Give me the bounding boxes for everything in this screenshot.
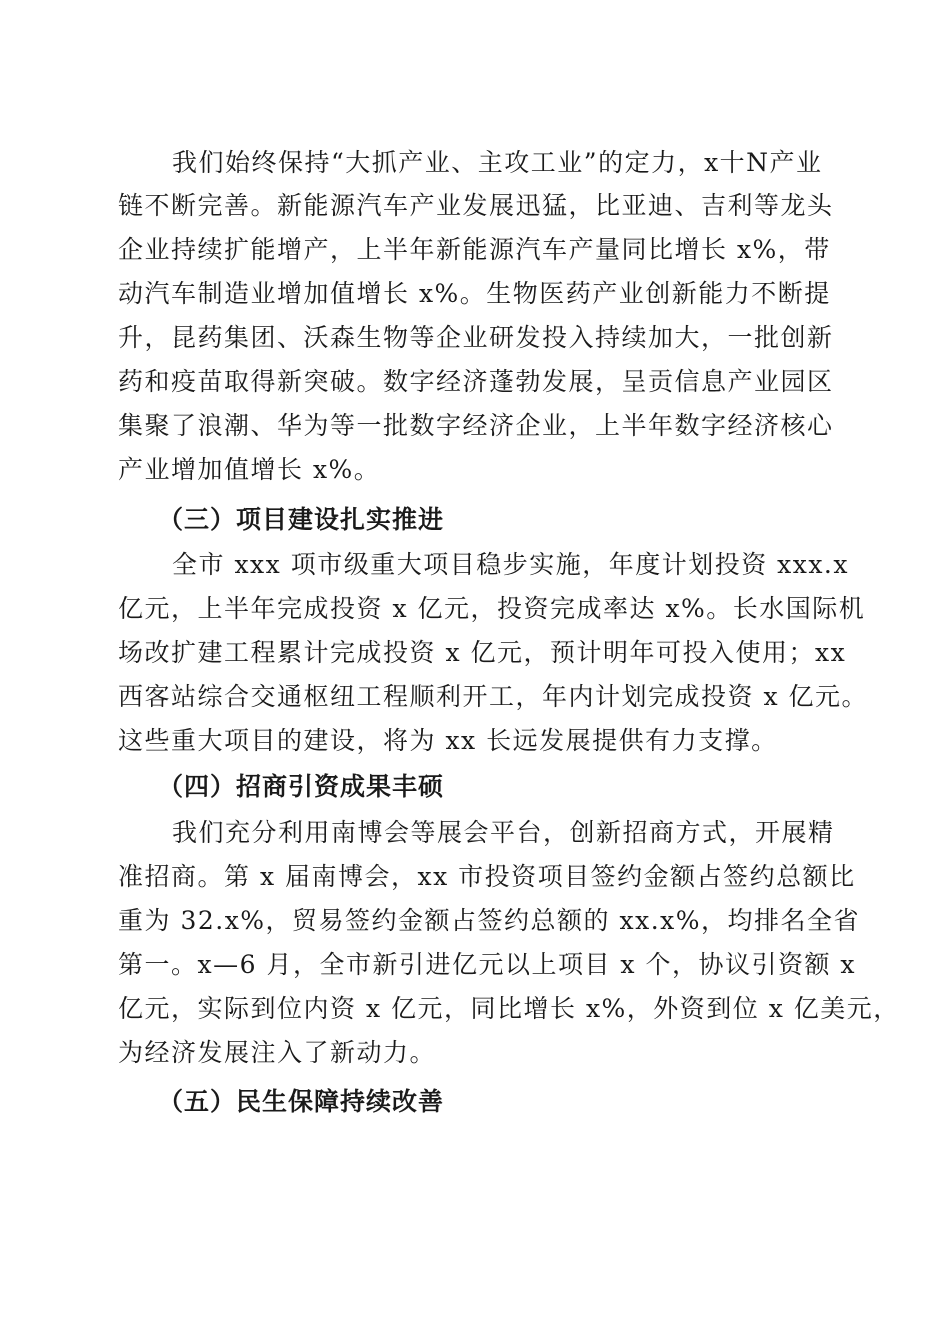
paragraph-2-line-5: 这些重大项目的建设，将为 xx 长远发展提供有力支撑。 xyxy=(118,726,778,755)
paragraph-1-line-8: 产业增加值增长 x%。 xyxy=(118,455,381,484)
paragraph-1-line-5: 升，昆药集团、沃森生物等企业研发投入持续加大，一批创新 xyxy=(118,323,834,352)
paragraph-1-line-2: 链不断完善。新能源汽车产业发展迅猛，比亚迪、吉利等龙头 xyxy=(118,191,834,220)
paragraph-3-line-6: 为经济发展注入了新动力。 xyxy=(118,1038,437,1067)
paragraph-1-line-4: 动汽车制造业增加值增长 x%。生物医药产业创新能力不断提 xyxy=(118,279,831,308)
paragraph-3-line-1: 我们充分利用南博会等展会平台，创新招商方式，开展精 xyxy=(172,818,835,847)
paragraph-1-line-7: 集聚了浪潮、华为等一批数字经济企业，上半年数字经济核心 xyxy=(118,411,834,440)
paragraph-2-line-3: 场改扩建工程累计完成投资 x 亿元，预计明年可投入使用；xx xyxy=(118,638,847,667)
paragraph-3-line-3: 重为 32.x%，贸易签约金额占签约总额的 xx.x%，均排名全省 xyxy=(118,906,861,935)
section-heading-5: （五）民生保障持续改善 xyxy=(158,1087,445,1116)
paragraph-2-line-2: 亿元，上半年完成投资 x 亿元，投资完成率达 x%。长水国际机 xyxy=(118,594,866,623)
paragraph-3-line-5: 亿元，实际到位内资 x 亿元，同比增长 x%，外资到位 x 亿美元， xyxy=(118,994,900,1023)
section-heading-4: （四）招商引资成果丰硕 xyxy=(158,772,445,801)
paragraph-1-line-1: 我们始终保持“大抓产业、主攻工业”的定力，x十N产业 xyxy=(172,148,823,177)
paragraph-2-line-4: 西客站综合交通枢纽工程顺利开工，年内计划完成投资 x 亿元。 xyxy=(118,682,868,711)
paragraph-1-line-3: 企业持续扩能增产，上半年新能源汽车产量同比增长 x%，带 xyxy=(118,235,831,264)
paragraph-3-line-2: 准招商。第 x 届南博会，xx 市投资项目签约金额占签约总额比 xyxy=(118,862,856,891)
paragraph-2-line-1: 全市 xxx 项市级重大项目稳步实施，年度计划投资 xxx.x xyxy=(172,550,849,579)
paragraph-3-line-4: 第一。x—6 月，全市新引进亿元以上项目 x 个，协议引资额 x xyxy=(118,950,856,979)
paragraph-1-line-6: 药和疫苗取得新突破。数字经济蓬勃发展，呈贡信息产业园区 xyxy=(118,367,834,396)
section-heading-3: （三）项目建设扎实推进 xyxy=(158,505,445,534)
